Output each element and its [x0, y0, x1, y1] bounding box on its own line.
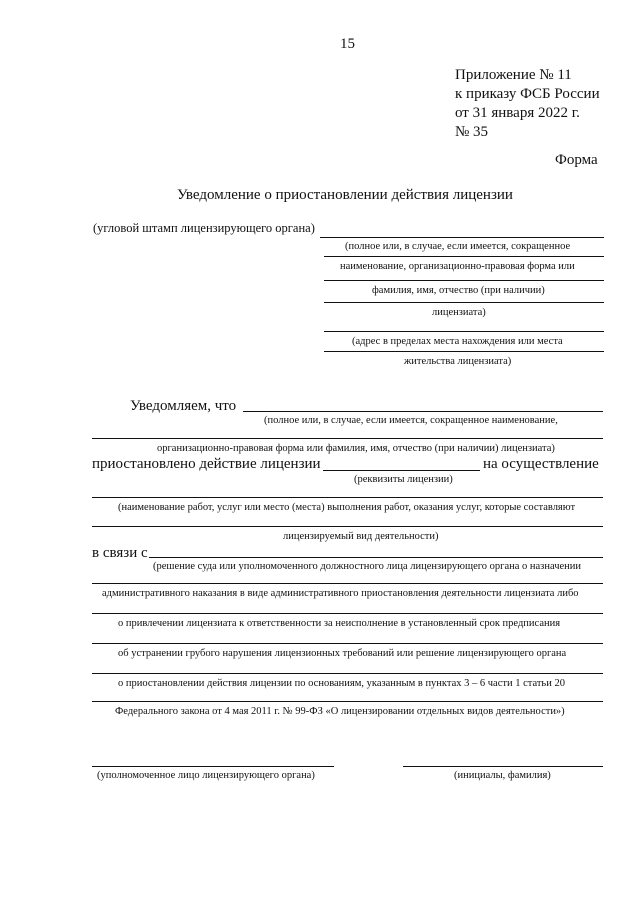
- activity-hint-2: лицензируемый вид деятельности): [283, 531, 439, 542]
- name-signature-line: [403, 766, 603, 767]
- recipient-line-3: [324, 280, 604, 281]
- official-signature-hint: (уполномоченное лицо лицензирующего органа): [97, 770, 315, 781]
- licensee-line: [92, 438, 603, 439]
- reason-hint-2: административного наказания в виде административного приостановления деятельности лицензиата либо: [102, 588, 579, 599]
- activity-hint-1: (наименование работ, услуг или место (места) выполнения работ, оказания услуг, которые составляют: [118, 502, 576, 513]
- recipient-hint-4: лицензиата): [432, 307, 486, 318]
- recipient-line-1: [320, 237, 604, 238]
- recipient-line-4: [324, 302, 604, 303]
- reason-line-1: [92, 583, 603, 584]
- appendix-line-2: к приказу ФСБ России: [455, 86, 600, 102]
- appendix-line-3: от 31 января 2022 г.: [455, 105, 580, 121]
- suspended-text: приостановлено действие лицензии: [92, 456, 321, 472]
- license-details-hint: (реквизиты лицензии): [354, 474, 453, 485]
- recipient-hint-1: (полное или, в случае, если имеется, сокращенное: [345, 241, 571, 252]
- reason-hint-3: о привлечении лицензиата к ответственности за неисполнение в установленный срок предписания: [118, 618, 561, 629]
- recipient-hint-5: (адрес в пределах места нахождения или места: [352, 336, 563, 347]
- licensee-hint-1: (полное или, в случае, если имеется, сокращенное наименование,: [264, 415, 558, 426]
- reason-hint-4: об устранении грубого нарушения лицензионных требований или решение лицензирующего органа: [118, 648, 567, 659]
- page-number: 15: [340, 36, 355, 52]
- activity-line-2: [92, 526, 603, 527]
- reason-line-5: [92, 701, 603, 702]
- activity-line-1: [92, 497, 603, 498]
- recipient-hint-3: фамилия, имя, отчество (при наличии): [372, 285, 545, 296]
- name-signature-hint: (инициалы, фамилия): [454, 770, 551, 781]
- stamp-label: (угловой штамп лицензирующего органа): [93, 221, 315, 235]
- licensee-hint-2: организационно-правовая форма или фамилия, имя, отчество (при наличии) лицензиата): [157, 443, 555, 454]
- for-activity-text: на осуществление: [483, 456, 599, 472]
- official-signature-line: [92, 766, 334, 767]
- appendix-line-1: Приложение № 11: [455, 67, 572, 83]
- due-to-line: [149, 557, 603, 558]
- due-to-text: в связи с: [92, 545, 148, 561]
- recipient-hint-6: жительства лицензиата): [404, 356, 512, 367]
- recipient-line-5: [324, 331, 604, 332]
- reason-line-3: [92, 643, 603, 644]
- reason-hint-6: Федерального закона от 4 мая 2011 г. № 99-ФЗ «О лицензировании отдельных видов деятельности»): [115, 706, 565, 717]
- reason-line-4: [92, 673, 603, 674]
- notify-text: Уведомляем, что: [130, 398, 237, 414]
- reason-hint-5: о приостановлении действия лицензии по основаниям, указанным в пунктах 3 – 6 части 1 статьи 20: [118, 678, 565, 689]
- recipient-line-6: [324, 351, 604, 352]
- form-label: Форма: [555, 152, 598, 168]
- reason-line-2: [92, 613, 603, 614]
- notify-fill-line: [243, 411, 603, 412]
- recipient-line-2: [324, 256, 604, 257]
- reason-hint-1: (решение суда или уполномоченного должностного лица лицензирующего органа о назначении: [153, 561, 581, 572]
- page-title: Уведомление о приостановлении действия лицензии: [177, 187, 513, 203]
- recipient-hint-2: наименование, организационно-правовая форма или: [340, 261, 575, 272]
- appendix-header: [455, 66, 600, 142]
- appendix-line-4: № 35: [455, 124, 489, 140]
- license-details-line: [323, 470, 480, 471]
